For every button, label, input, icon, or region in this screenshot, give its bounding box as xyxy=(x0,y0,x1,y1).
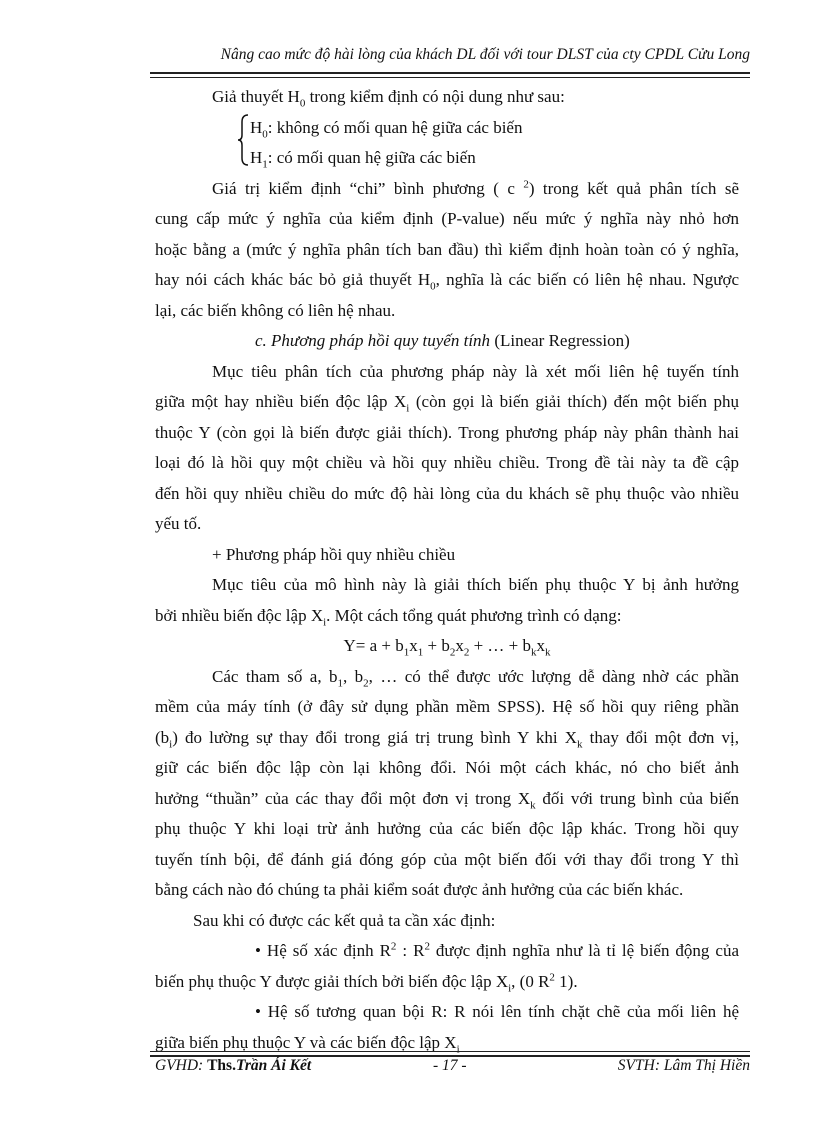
regression-equation: $Y= a + b_1x_1 + b_2x_2$ + … + $b_kx_k$ xyxy=(343,636,551,659)
page-number: - 17 - xyxy=(433,1057,467,1074)
paragraph-line: giữ các biến độc lập còn lại không đổi. Nói một cách khác, nó cho biết ảnh xyxy=(155,758,739,777)
running-header: Nâng cao mức độ hài lòng của khách DL đối với tour DLST của cty CPDL Cửu Long xyxy=(220,46,750,63)
paragraph-line: phụ thuộc Y khi loại trừ ảnh hưởng của các biến độc lập khác. Trong hồi quy xyxy=(155,819,739,838)
paragraph-line: Mục tiêu của mô hình này là giải thích biến phụ thuộc Y bị ảnh hưởng xyxy=(212,575,739,594)
paragraph-line: cung cấp mức ý nghĩa của kiểm định (P-value) nếu mức ý nghĩa này nhỏ hơn xyxy=(155,209,739,228)
paragraph-line: Các tham số a, $b_1$, $b_2$, … có thể được ước lượng dễ dàng nhờ các phần xyxy=(212,666,739,689)
header-rule-thick xyxy=(150,72,750,74)
footer-student: SVTH: Lâm Thị Hiền xyxy=(617,1057,750,1074)
paragraph-line: mềm của máy tính (ở đây sử dụng phần mềm SPSS). Hệ số hồi quy riêng phần xyxy=(155,697,739,716)
paragraph-line: thuộc Y (còn gọi là biến được giải thích). Trong phương pháp này phân thành hai xyxy=(155,422,739,442)
paragraph-line: Mục tiêu phân tích của phương pháp này là xét mối liên hệ tuyến tính xyxy=(212,361,739,381)
bullet-multiple-r: • Hệ số tương quan bội R: R nói lên tính chặt chẽ của mối liên hệ xyxy=(255,1002,739,1021)
hypothesis-h1: $H_1$: có mối quan hệ giữa các biến xyxy=(250,148,476,171)
paragraph-line: Sau khi có được các kết quả ta cần xác định: xyxy=(193,910,496,930)
bullet-r-squared: • Hệ số xác định $R^2$ : $R^2$ được định nghĩa như là tỉ lệ biến động của xyxy=(255,940,739,960)
paragraph-line: hay nói cách khác bác bỏ giả thuyết $H_0$, nghĩa là các biến có liên hệ nhau. Ngược xyxy=(155,270,739,293)
section-heading-c: c. Phương pháp hồi quy tuyến tính (Linear Regression) xyxy=(255,331,630,350)
paragraph-line: biến phụ thuộc Y được giải thích bởi biến độc lập $X_i$, (0 $R^2$ 1). xyxy=(155,970,578,994)
hypothesis-intro: Giả thuyết $H_0$ trong kiểm định có nội dung như sau: xyxy=(212,87,565,110)
paragraph-line: Giá trị kiểm định “chi” bình phương ( c $^2$) trong kết quả phân tích sẽ xyxy=(212,177,739,198)
paragraph-line: hưởng “thuần” của các thay đổi một đơn vị trong $X_k$ đối với trung bình của biến xyxy=(155,788,739,811)
paragraph-line: lại, các biến không có liên hệ nhau. xyxy=(155,300,396,320)
hypothesis-h0: $H_0$: không có mối quan hệ giữa các biến xyxy=(250,117,523,140)
subheading-multiple-regression: + Phương pháp hồi quy nhiều chiều xyxy=(212,544,456,564)
footer-rule-thin xyxy=(150,1051,750,1052)
paragraph-line: yếu tố. xyxy=(155,514,202,533)
paragraph-line: đến hồi quy nhiều chiều do mức độ hài lòng của du khách sẽ phụ thuộc vào nhiều xyxy=(155,483,739,503)
header-rule-thin xyxy=(150,77,750,78)
paragraph-line: tuyến tính bội, để đánh giá đóng góp của một biến đối với thay đổi trong Y thì xyxy=(155,849,739,869)
page-body xyxy=(155,82,739,1058)
paragraph-line: $(b_i)$ đo lường sự thay đổi trong giá trị trung bình Y khi $X_k$ thay đổi một đơn vị, xyxy=(155,727,740,750)
paragraph-line: bởi nhiều biến độc lập $X_i$. Một cách tổng quát phương trình có dạng: xyxy=(155,605,622,628)
paragraph-line: hoặc bằng a (mức ý nghĩa phân tích ban đầu) thì kiểm định hoàn toàn có ý nghĩa, xyxy=(155,239,739,259)
paragraph-line: bằng cách nào đó chúng ta phải kiểm soát được ảnh hưởng của các biến khác. xyxy=(155,880,684,899)
paragraph-line: giữa một hay nhiều biến độc lập $X_i$ (còn gọi là biến giải thích) đến một biến phụ xyxy=(155,392,739,415)
paragraph-line: loại đó là hồi quy một chiều và hồi quy nhiều chiều. Trong đề tài này ta đề cập xyxy=(155,453,739,472)
footer-advisor: GVHD: Ths.Trần Ái Kết xyxy=(155,1057,312,1074)
paragraph-line: giữa biến phụ thuộc Y và các biến độc lập $X_i$ xyxy=(155,1032,460,1055)
